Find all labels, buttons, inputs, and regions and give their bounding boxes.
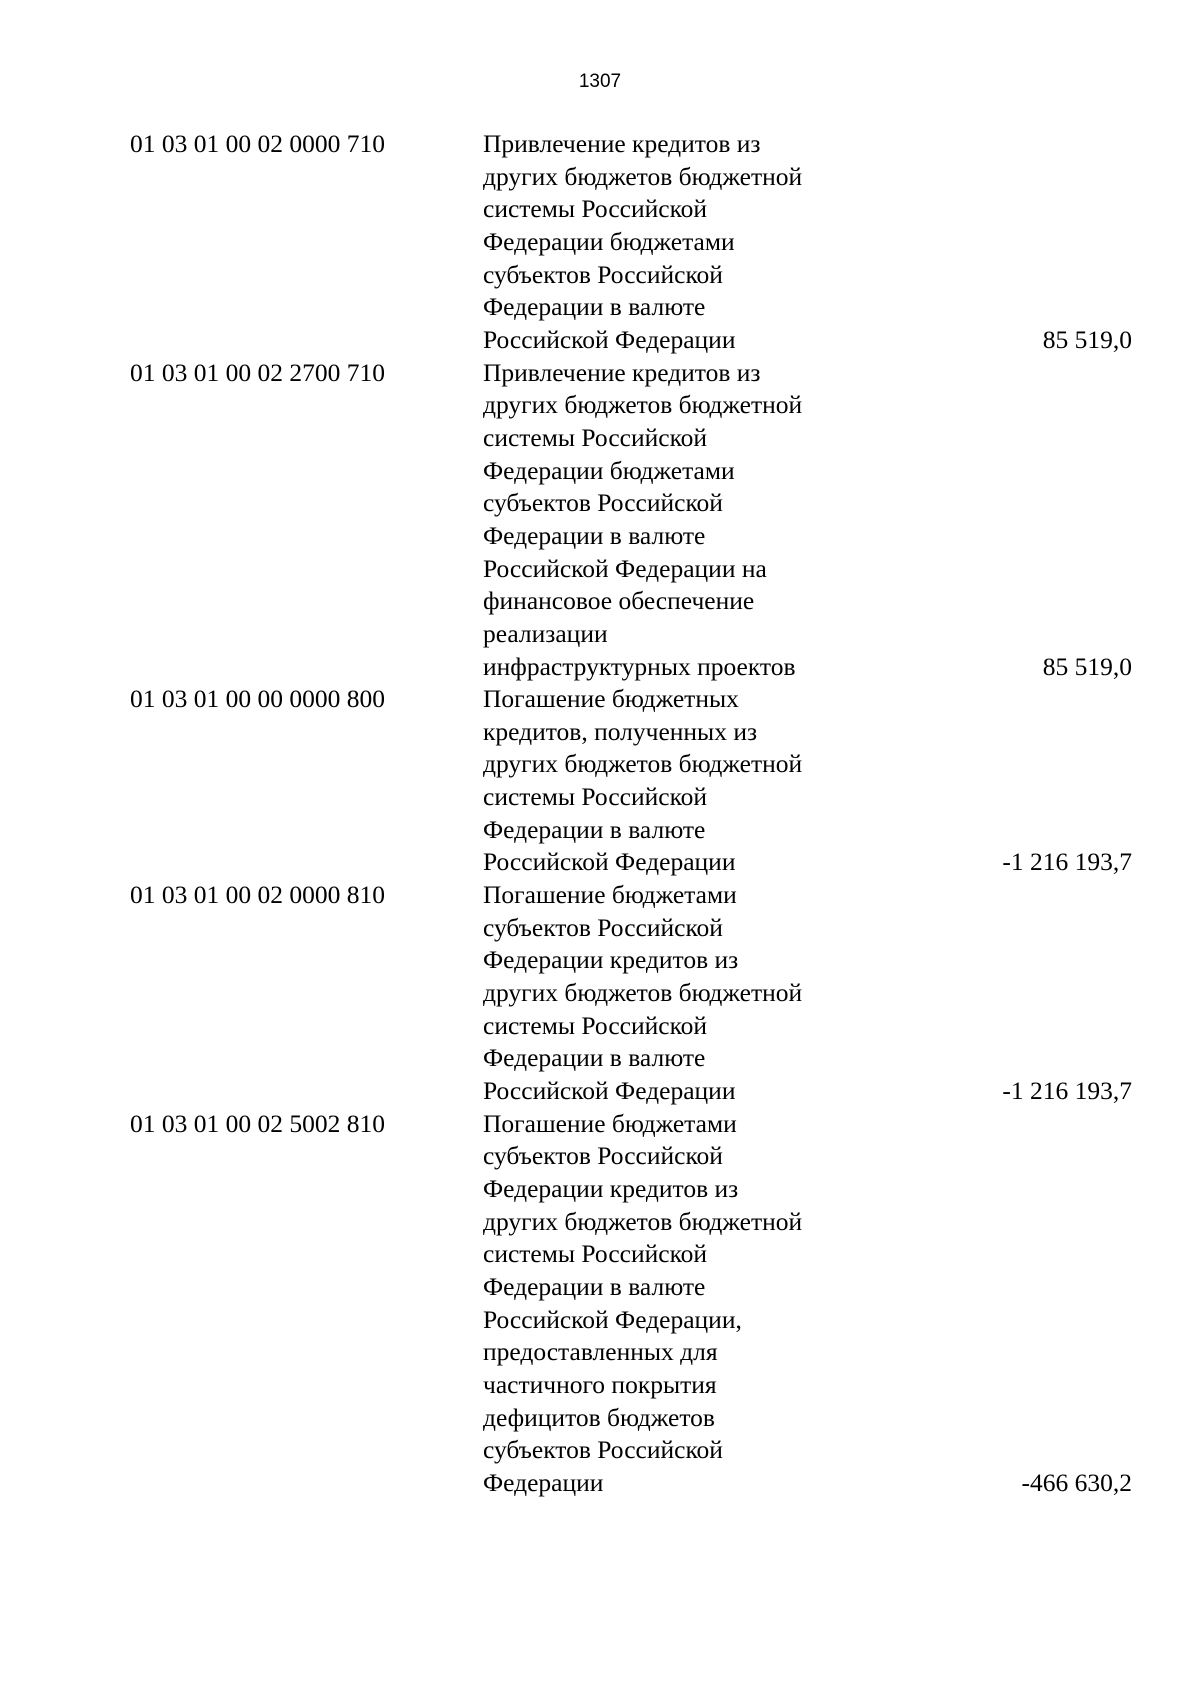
description-line: других бюджетов бюджетной xyxy=(483,1206,803,1236)
row-code: 01 03 01 00 00 0000 800 xyxy=(130,684,385,714)
description-line: Российской Федерации на xyxy=(483,553,767,583)
description-line: Российской Федерации xyxy=(483,1076,736,1106)
description-line: Федерации бюджетами xyxy=(483,455,735,485)
row-amount: -1 216 193,7 xyxy=(1002,1076,1132,1106)
row-description xyxy=(483,1108,903,1500)
description-line: Федерации в валюте xyxy=(483,1271,706,1301)
description-line: Российской Федерации, xyxy=(483,1304,742,1334)
description-line: системы Российской xyxy=(483,422,708,452)
row-description xyxy=(483,128,903,357)
description-line: Погашение бюджетами xyxy=(483,1108,737,1138)
row-description xyxy=(483,683,903,879)
description-line: субъектов Российской xyxy=(483,1141,723,1171)
description-line: субъектов Российской xyxy=(483,912,723,942)
description-line: Федерации в валюте xyxy=(483,1043,706,1073)
row-description xyxy=(483,879,903,1108)
description-line: субъектов Российской xyxy=(483,259,723,289)
description-line: системы Российской xyxy=(483,1010,708,1040)
row-amount: -1 216 193,7 xyxy=(1002,847,1132,877)
description-line: Привлечение кредитов из xyxy=(483,357,761,387)
page-number: 1307 xyxy=(578,71,622,92)
table-row xyxy=(0,128,1200,357)
description-line: субъектов Российской xyxy=(483,1435,723,1465)
row-code: 01 03 01 00 02 0000 810 xyxy=(130,880,385,910)
description-line: кредитов, полученных из xyxy=(483,716,758,746)
table-row xyxy=(0,1108,1200,1500)
description-line: Погашение бюджетных xyxy=(483,684,739,714)
description-line: системы Российской xyxy=(483,194,708,224)
table-row xyxy=(0,357,1200,684)
row-code: 01 03 01 00 02 2700 710 xyxy=(130,357,385,387)
description-line: субъектов Российской xyxy=(483,488,723,518)
description-line: Федерации кредитов из xyxy=(483,1174,739,1203)
description-line: реализации xyxy=(483,618,608,648)
description-line: Федерации кредитов из xyxy=(483,945,739,975)
description-line: частичного покрытия xyxy=(483,1369,717,1399)
row-code: 01 03 01 00 02 0000 710 xyxy=(130,129,385,158)
description-line: других бюджетов бюджетной xyxy=(483,978,803,1008)
row-amount: 85 519,0 xyxy=(1042,324,1132,354)
budget-table xyxy=(0,128,1200,1500)
description-line: Федерации в валюте xyxy=(483,814,706,844)
description-line: Российской Федерации xyxy=(483,324,736,354)
description-line: Федерации в валюте xyxy=(483,292,706,322)
description-line: финансовое обеспечение xyxy=(483,586,755,616)
description-line: Российской Федерации xyxy=(483,847,736,877)
description-line: системы Российской xyxy=(483,1239,708,1269)
row-amount: -466 630,2 xyxy=(1021,1467,1132,1497)
description-line: предоставленных для xyxy=(483,1337,718,1367)
row-amount: 85 519,0 xyxy=(1042,651,1132,681)
description-line: других бюджетов бюджетной xyxy=(483,161,803,191)
description-line: Погашение бюджетами xyxy=(483,880,737,910)
description-line: Федерации xyxy=(483,1467,604,1497)
table-row xyxy=(0,879,1200,1108)
description-line: других бюджетов бюджетной xyxy=(483,390,803,420)
table-row xyxy=(0,683,1200,879)
description-line: инфраструктурных проектов xyxy=(483,651,796,681)
description-line: других бюджетов бюджетной xyxy=(483,749,803,779)
description-line: Федерации бюджетами xyxy=(483,226,735,256)
description-line: Федерации в валюте xyxy=(483,520,706,550)
row-description xyxy=(483,357,903,684)
description-line: Привлечение кредитов из xyxy=(483,129,761,158)
description-line: дефицитов бюджетов xyxy=(483,1402,715,1432)
row-code: 01 03 01 00 02 5002 810 xyxy=(130,1108,385,1138)
description-line: системы Российской xyxy=(483,782,708,812)
